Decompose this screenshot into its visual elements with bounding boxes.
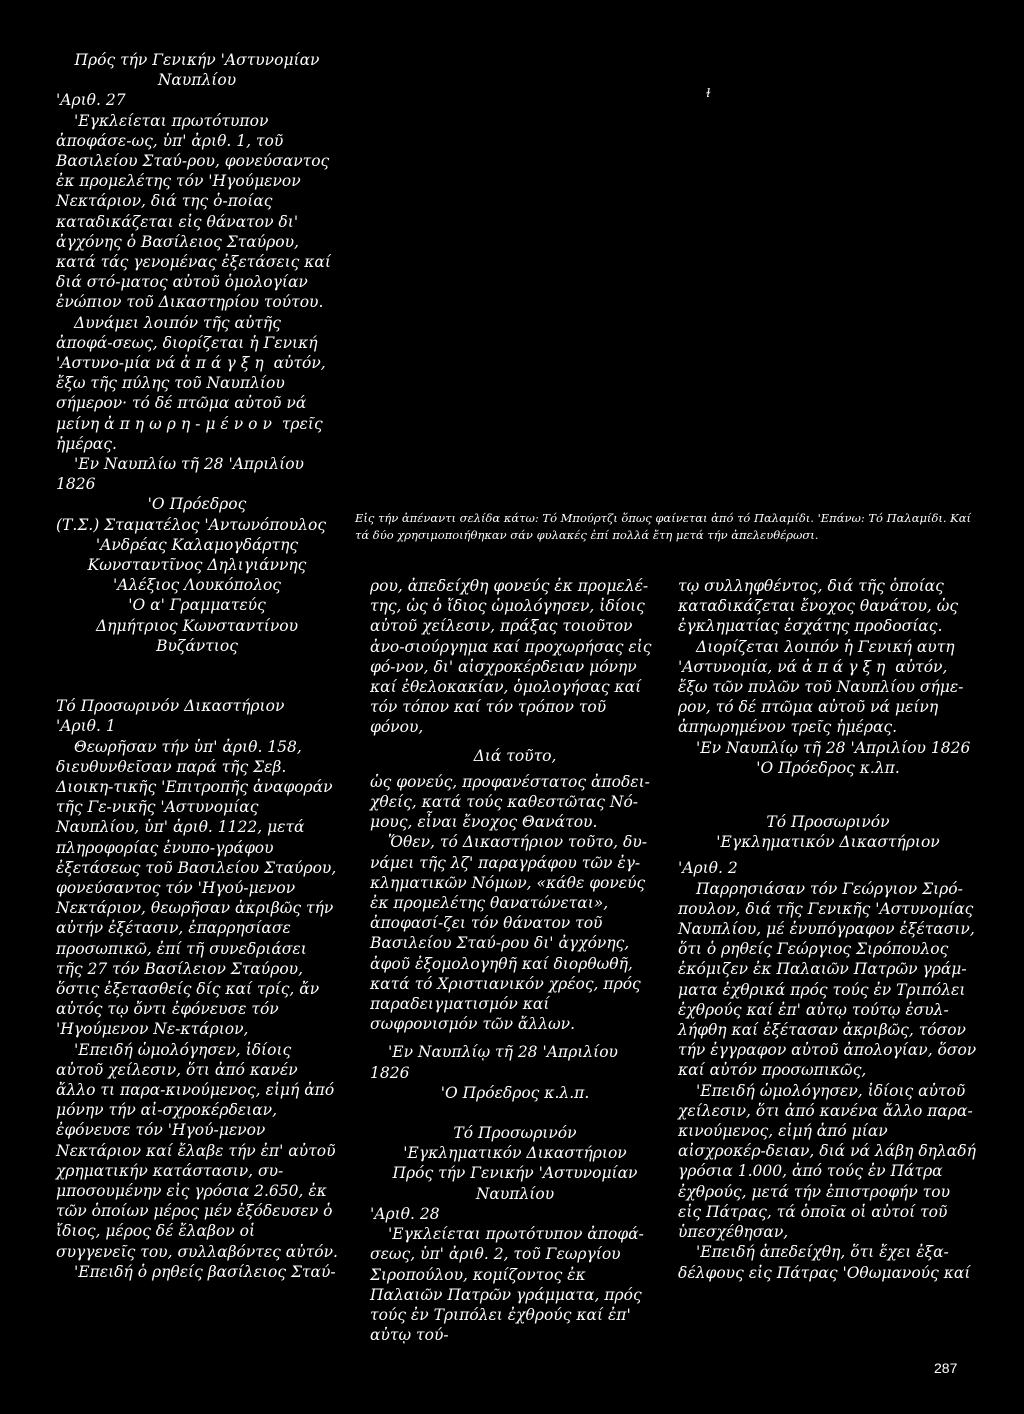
court-heading: Τό Προσωρινόν Δικαστήριον xyxy=(56,697,285,716)
court-heading: Τό Προσωρινόν xyxy=(453,1124,577,1143)
column-right xyxy=(678,576,978,1283)
paragraph: 'Επειδή ἀπεδείχθη, ὅτι ἔχει ἐξα-δέλφους εἰς Πάτρας 'Οθωμανούς καί xyxy=(678,1243,971,1282)
paragraph: Διορίζεται λοιπόν ἡ Γενική αυτη 'Αστυνομία, νά ἀπάγξη αὐτόν, ἔξω τῶν πυλῶν τοῦ Ναυπλίου σήμε-ρον, τό δέ πτῶμα αὐτοῦ νά μείνη ἀπηωρημένον τρεῖς ἡμέρας. xyxy=(678,637,964,737)
signatory: Βυζάντιος xyxy=(156,636,238,655)
paragraph: 'Επειδή ὡμολόγησεν, ἰδίοις αὐτοῦ χείλεσιν, ὅτι ἀπό κανέν ἄλλο τι παρα-κινούμενος, εἰμή ἀπό μόνην τήν αἰ-σχροκέρδειαν, ἐφόνευσε τόν 'Ηγού-μενον Νεκτάριον καί ἔλαβε τήν ἐπ' αὐτοῦ χρηματικήν κατάστασιν, συ-μποσουμένην εἰς γρόσια 2.650, ἐκ τῶν ὁποίων μέρος μέν ἐξόδευσεν ὁ ἴδιος, μέρος δέ ἔλαβον οἱ συγγενεῖς του, συλλαβόντες αὐτόν. xyxy=(56,1040,338,1261)
date-line: 'Εν Ναυπλίῳ τῆ 28 'Απριλίου 1826 xyxy=(370,1043,618,1082)
document-number: 'Αριθ. 1 xyxy=(56,717,116,736)
addressee-city: Ναυπλίου xyxy=(157,71,237,90)
signatory: 'Αλέξιος Λουκόπολος xyxy=(113,576,281,595)
column-middle xyxy=(370,576,660,1345)
president-title: 'Ο Πρόεδρος κ.λπ. xyxy=(756,758,900,777)
president-title: 'Ο Πρόεδρος κ.λ.π. xyxy=(440,1083,590,1102)
paragraph: ὡς φονεύς, προφανέστατος ἀποδει-χθείς, κατά τούς καθεστῶτας Νό-μους, εἶναι ἔνοχος Θανάτου. xyxy=(370,772,650,832)
paragraph: Δυνάμει λοιπόν τῆς αὐτῆς ἀποφά-σεως, διορίζεται ἡ Γενική 'Αστυνο-μία νά ἀπάγξη αὐτόν, ἔξω τῆς πύλης τοῦ Ναυπλίου σήμερον· τό δέ πτῶμα αὐτοῦ νά μείνη ἀπηωρη-μένον τρεῖς ἡμέρας. xyxy=(56,313,326,453)
column-left xyxy=(56,50,338,1282)
spaced-word: ἀπάγξη xyxy=(802,657,891,676)
paragraph: Παρρησιάσαν τόν Γεώργιον Σιρό-πουλον, διά τῆς Γενικῆς 'Αστυνομίας Ναυπλίου, μέ ἐνυπόγραφον ἐξέτασιν, ὅτι ὁ ρηθείς Γεώργιος Σιρόπουλος ἐκόμιζεν ἐκ Παλαιῶν Πατρῶν γράμ-ματα ἐχθρικά πρός τούς ἐν Τριπόλει ἐχθρούς καί ἐπ' αὐτῳ τούτῳ ἐσυλ-λήφθη καί ἐξέτασαν ἀκριβῶς, τόσον τήν ἐγγραφον αὐτοῦ ἀπολογίαν, ὅσον καί αὐτόν προσωπικῶς, xyxy=(678,879,977,1080)
document-number: 'Αριθ. 28 xyxy=(370,1204,440,1223)
paragraph: 'Εγκλείεται πρωτότυπον ἀποφά-σεως, ὑπ' ἀριθ. 2, τοῦ Γεωργίου Σιροπούλου, κομίζοντος ἐκ Παλαιῶν Πατρῶν γράμματα, πρός τούς ἐν Τριπόλει ἐχθρούς καί ἐπ' αὐτῳ τού- xyxy=(370,1225,644,1345)
photo-caption: Εἰς τήν ἀπέναντι σελίδα κάτω: Τό Μπούρτζι ὅπως φαίνεται ἀπό τό Παλαμίδι. 'Επάνω: Τό Παλαμίδι. Καί τά δύο χρησιμοποιήθηκαν σάν φυλακές ἐπί πολλά ἔτη μετά τήν ἀπελευθέρωσι. xyxy=(355,511,972,542)
date-line: 'Εν Ναυπλίῳ τῆ 28 'Απριλίου 1826 xyxy=(696,738,971,757)
section-heading: Διά τοῦτο, xyxy=(473,746,557,765)
signatory: 'Ανδρέας Καλαμογδάρτης xyxy=(95,535,299,554)
paragraph: Θεωρῆσαν τήν ὑπ' ἀριθ. 158, διευθυνθεῖσαν παρά τῆς Σεβ. Διοικη-τικῆς 'Επιτροπῆς ἀναφοράν τῆς Γε-νικῆς 'Αστυνομίας Ναυπλίου, ὑπ' ἀριθ. 1122, μετά πληροφορίας ἐνυπο-γράφου ἐξετάσεως τοῦ Βασιλείου Σταύρου, φονεύσαντος τόν 'Ηγού-μενον Νεκτάριον, θεωρῆσαν ἀκριβῶς τήν αὐτήν ἐξέτασιν, ἐπαρρησίασε προσωπικῶ, ἐπί τῆ συνεδριάσει τῆς 27 τόν Βασίλειον Σταύρου, ὅστις ἐξετασθείς δίς καί τρίς, ἄν αὐτός τῳ ὄντι ἐφόνευσε τόν 'Ηγούμενον Νε-κτάριον, xyxy=(56,737,337,1039)
court-heading: 'Εγκληματικόν Δικαστήριον xyxy=(403,1144,627,1163)
paragraph: 'Επειδή ὁ ρηθείς βασίλειος Σταύ- xyxy=(74,1262,336,1281)
spaced-word: ἀπηωρη-μένον xyxy=(104,414,277,433)
signatory: 'Ο α' Γραμματεύς xyxy=(128,596,266,615)
paragraph: τῳ συλληφθέντος, διά τῆς ὁποίας καταδικάζεται ἔνοχος θανάτου, ὡς ἐγκληματίας ἐσχάτης προδοσίας. xyxy=(678,577,959,636)
spaced-word: ἀπάγξη xyxy=(180,354,269,373)
paragraph: ρου, ἀπεδείχθη φονεύς ἐκ προμελέ-της, ὡς ὁ ἴδιος ὡμολόγησεν, ἰδίοις αὐτοῦ χείλεσιν, πράξας τοιοῦτον ἀνο-σιούργημα καί προχωρήσας εἰς φό-νον, δι' αἰσχροκέρδειαν μόνην καί ἐθελοκακίαν, ὁμολογήσας καί τόν τόπον καί τόν τρόπον τοῦ φόνου, xyxy=(370,577,652,737)
signatory: (Τ.Σ.) Σταματέλος 'Αντωνόπουλος xyxy=(56,515,326,534)
date-line: 'Εν Ναυπλίω τῆ 28 'Απριλίου 1826 xyxy=(56,455,304,494)
court-heading: 'Εγκληματικόν Δικαστήριον xyxy=(716,833,940,852)
addressee: Πρός τήν Γενικήν 'Αστυνομίαν xyxy=(392,1164,638,1183)
page-number: 287 xyxy=(934,1360,958,1376)
paragraph: 'Εγκλείεται πρωτότυπον ἀποφάσε-ως, ὑπ' ἀριθ. 1, τοῦ Βασιλείου Σταύ-ρου, φονεύσαντος ἐκ προμελέτης τόν 'Ηγούμενον Νεκτάριον, διά της ὁ-ποίας καταδικάζεται εἰς θάνατον δι' ἀγχόνης ὁ Βασίλειος Σταύρου, κατά τάς γενομένας ἐξετάσεις καί διά στό-ματος αὐτοῦ ὁμολογίαν ἐνώπιον τοῦ Δικαστηρίου τούτου. xyxy=(56,111,331,312)
court-heading: Τό Προσωρινόν xyxy=(766,813,890,832)
signatory: Κωνσταντῖνος Δηλιγιάννης xyxy=(87,556,307,575)
addressee-city: Ναυπλίου xyxy=(475,1184,555,1203)
paragraph: 'Επειδή ὡμολόγησεν, ἰδίοις αὐτοῦ χείλεσιν, ὅτι ἀπό κανένα ἄλλο παρα-κινούμενος, εἰμή ἀπό μίαν αἰσχροκέρ-δειαν, διά νά λάβη δηλαδή γρόσια 1.000, ἀπό τούς ἐν Πάτρα ἐχθρούς, μετά τήν ἐπιστροφήν του εἰς Πάτρας, τά ὁποῖα οἱ αὐτοί τοῦ ὑπεσχέθησαν, xyxy=(678,1081,976,1242)
paragraph: Ὅθεν, τό Δικαστήριον τοῦτο, δυ-νάμει τῆς λζ' παραγράφου τῶν ἐγ-κληματικῶν Νόμων, «κάθε φονεύς ἐκ προμελέτης θανατώνεται», ἀποφασί-ζει τόν θάνατον τοῦ Βασιλείου Σταύ-ρου δι' ἀγχόνης, ἀφοῦ ἐξομολογηθῆ καί διορθωθῆ, κατά τό Χριστιανικόν χρέος, πρός παραδειγματισμόν καί σωφρονισμόν τῶν ἄλλων. xyxy=(370,833,647,1034)
addressee: Πρός τήν Γενικήν 'Αστυνομίαν xyxy=(74,51,320,69)
stray-mark: ɫ xyxy=(706,86,711,100)
president-title: 'Ο Πρόεδρος xyxy=(147,495,247,514)
document-number: 'Αριθ. 2 xyxy=(678,859,738,878)
signatory: Δημήτριος Κωνσταντίνου xyxy=(95,616,299,635)
document-number: 'Αριθ. 27 xyxy=(56,91,126,110)
